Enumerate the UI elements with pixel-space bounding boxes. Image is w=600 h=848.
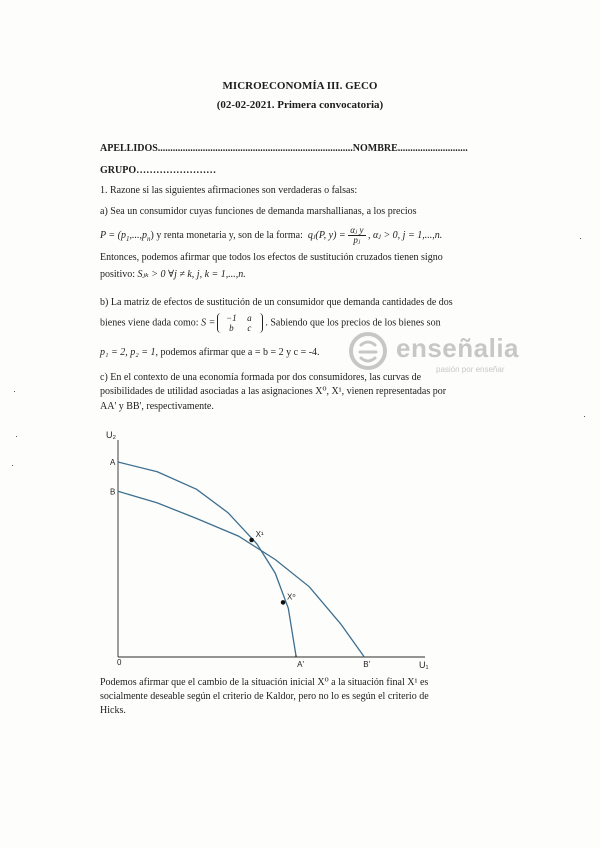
part-a-line3: Entonces, podemos afirmar que todos los efectos de sustitución cruzados tienen signo <box>100 252 443 263</box>
price-values: p₁ = 2, p₂ = 1 <box>100 347 156 358</box>
apellidos-label: APELLIDOS <box>100 143 158 154</box>
part-b-line2-rest: . Sabiendo que los precios de los bienes son <box>265 317 441 329</box>
scan-speck <box>12 465 13 466</box>
part-b-line3-rest: , podemos afirmar que a = b = 2 y c = -4. <box>155 347 320 358</box>
scan-speck <box>580 238 581 239</box>
conclusion-line3: Hicks. <box>100 705 126 716</box>
intercept-label-a-prime: A' <box>297 660 305 669</box>
demand-formula-denominator: pⱼ <box>353 235 361 245</box>
allocation-point-x1 <box>249 538 254 543</box>
conclusion-line1: Podemos afirmar que el cambio de la situación inicial X⁰ a la situación final X¹ es <box>100 677 429 688</box>
part-b-line1: b) La matriz de efectos de sustitución de un consumidor que demanda cantidades de dos <box>100 297 453 308</box>
demand-formula-condition: , αⱼ > 0, j = 1,...,n. <box>368 229 443 241</box>
origin-label: 0 <box>117 658 122 667</box>
price-vector-open: P = (p <box>100 229 127 241</box>
watermark-brand: enseñalia <box>396 333 520 363</box>
apellidos-field[interactable]: .............................................................................. <box>157 143 353 154</box>
price-sub-1: 1 <box>126 234 130 243</box>
part-a-line4-label: positivo: <box>100 269 136 280</box>
intercept-label-b: B <box>110 487 116 497</box>
scan-speck <box>584 416 585 417</box>
intercept-label-b-prime: B' <box>363 660 371 669</box>
curve-aa <box>118 462 296 657</box>
matrix-label: S = <box>201 317 216 329</box>
conclusion-line2: socialmente deseable según el criterio de Kaldor, pero no lo es según el criterio de <box>100 691 429 702</box>
exam-date: (02-02-2021. Primera convocatoria) <box>216 99 384 111</box>
question-intro: 1. Razone si las siguientes afirmaciones son verdaderas o falsas: <box>100 185 358 196</box>
allocation-label-x1: X¹ <box>255 530 264 539</box>
price-vector-close: ) y renta monetaria y, son de la forma: <box>150 229 303 241</box>
grupo-field[interactable]: …………………… <box>136 165 217 176</box>
price-sub-n: n <box>147 234 151 243</box>
grupo-label: GRUPO <box>100 165 137 176</box>
matrix-cell-21: b <box>229 323 234 333</box>
price-vector-mid: ,...,p <box>129 229 148 241</box>
intercept-label-a: A <box>110 458 116 467</box>
substitution-effect-condition: Sⱼₖ > 0 ∀j ≠ k, j, k = 1,...,n. <box>137 269 246 280</box>
part-a-line1: a) Sea un consumidor cuyas funciones de demanda marshallianas, a los precios <box>100 206 417 217</box>
x-axis-label: U₁ <box>419 660 429 670</box>
matrix-cell-22: c <box>247 323 252 333</box>
curve-bb <box>118 491 364 657</box>
allocation-point-x0 <box>281 600 286 605</box>
part-c-line2: posibilidades de utilidad asociadas a las asignaciones X⁰, X¹, vienen representadas por <box>100 386 447 397</box>
part-b-line2-label: bienes viene dada como: <box>100 317 199 329</box>
part-c-line1: c) En el contexto de una economía formada por dos consumidores, las curvas de <box>100 372 422 383</box>
nombre-field[interactable]: ............................ <box>397 143 468 154</box>
nombre-label: NOMBRE <box>352 143 398 154</box>
allocation-label-x0: X⁰ <box>287 592 296 602</box>
part-c-line3: AA' y BB', respectivamente. <box>100 401 214 412</box>
y-axis-label: U₂ <box>106 430 116 440</box>
matrix-cell-12: a <box>247 313 252 323</box>
exam-title: MICROECONOMÍA III. GECO <box>222 80 378 92</box>
scan-speck <box>16 436 17 437</box>
watermark-tagline: pasión por enseñar <box>436 365 505 374</box>
scan-speck <box>14 391 15 392</box>
demand-formula-lhs: qⱼ(P, y) = <box>307 229 346 241</box>
axis-speck <box>295 655 297 657</box>
matrix-cell-11: −1 <box>226 313 237 323</box>
demand-formula-numerator: αⱼ y <box>350 225 364 235</box>
